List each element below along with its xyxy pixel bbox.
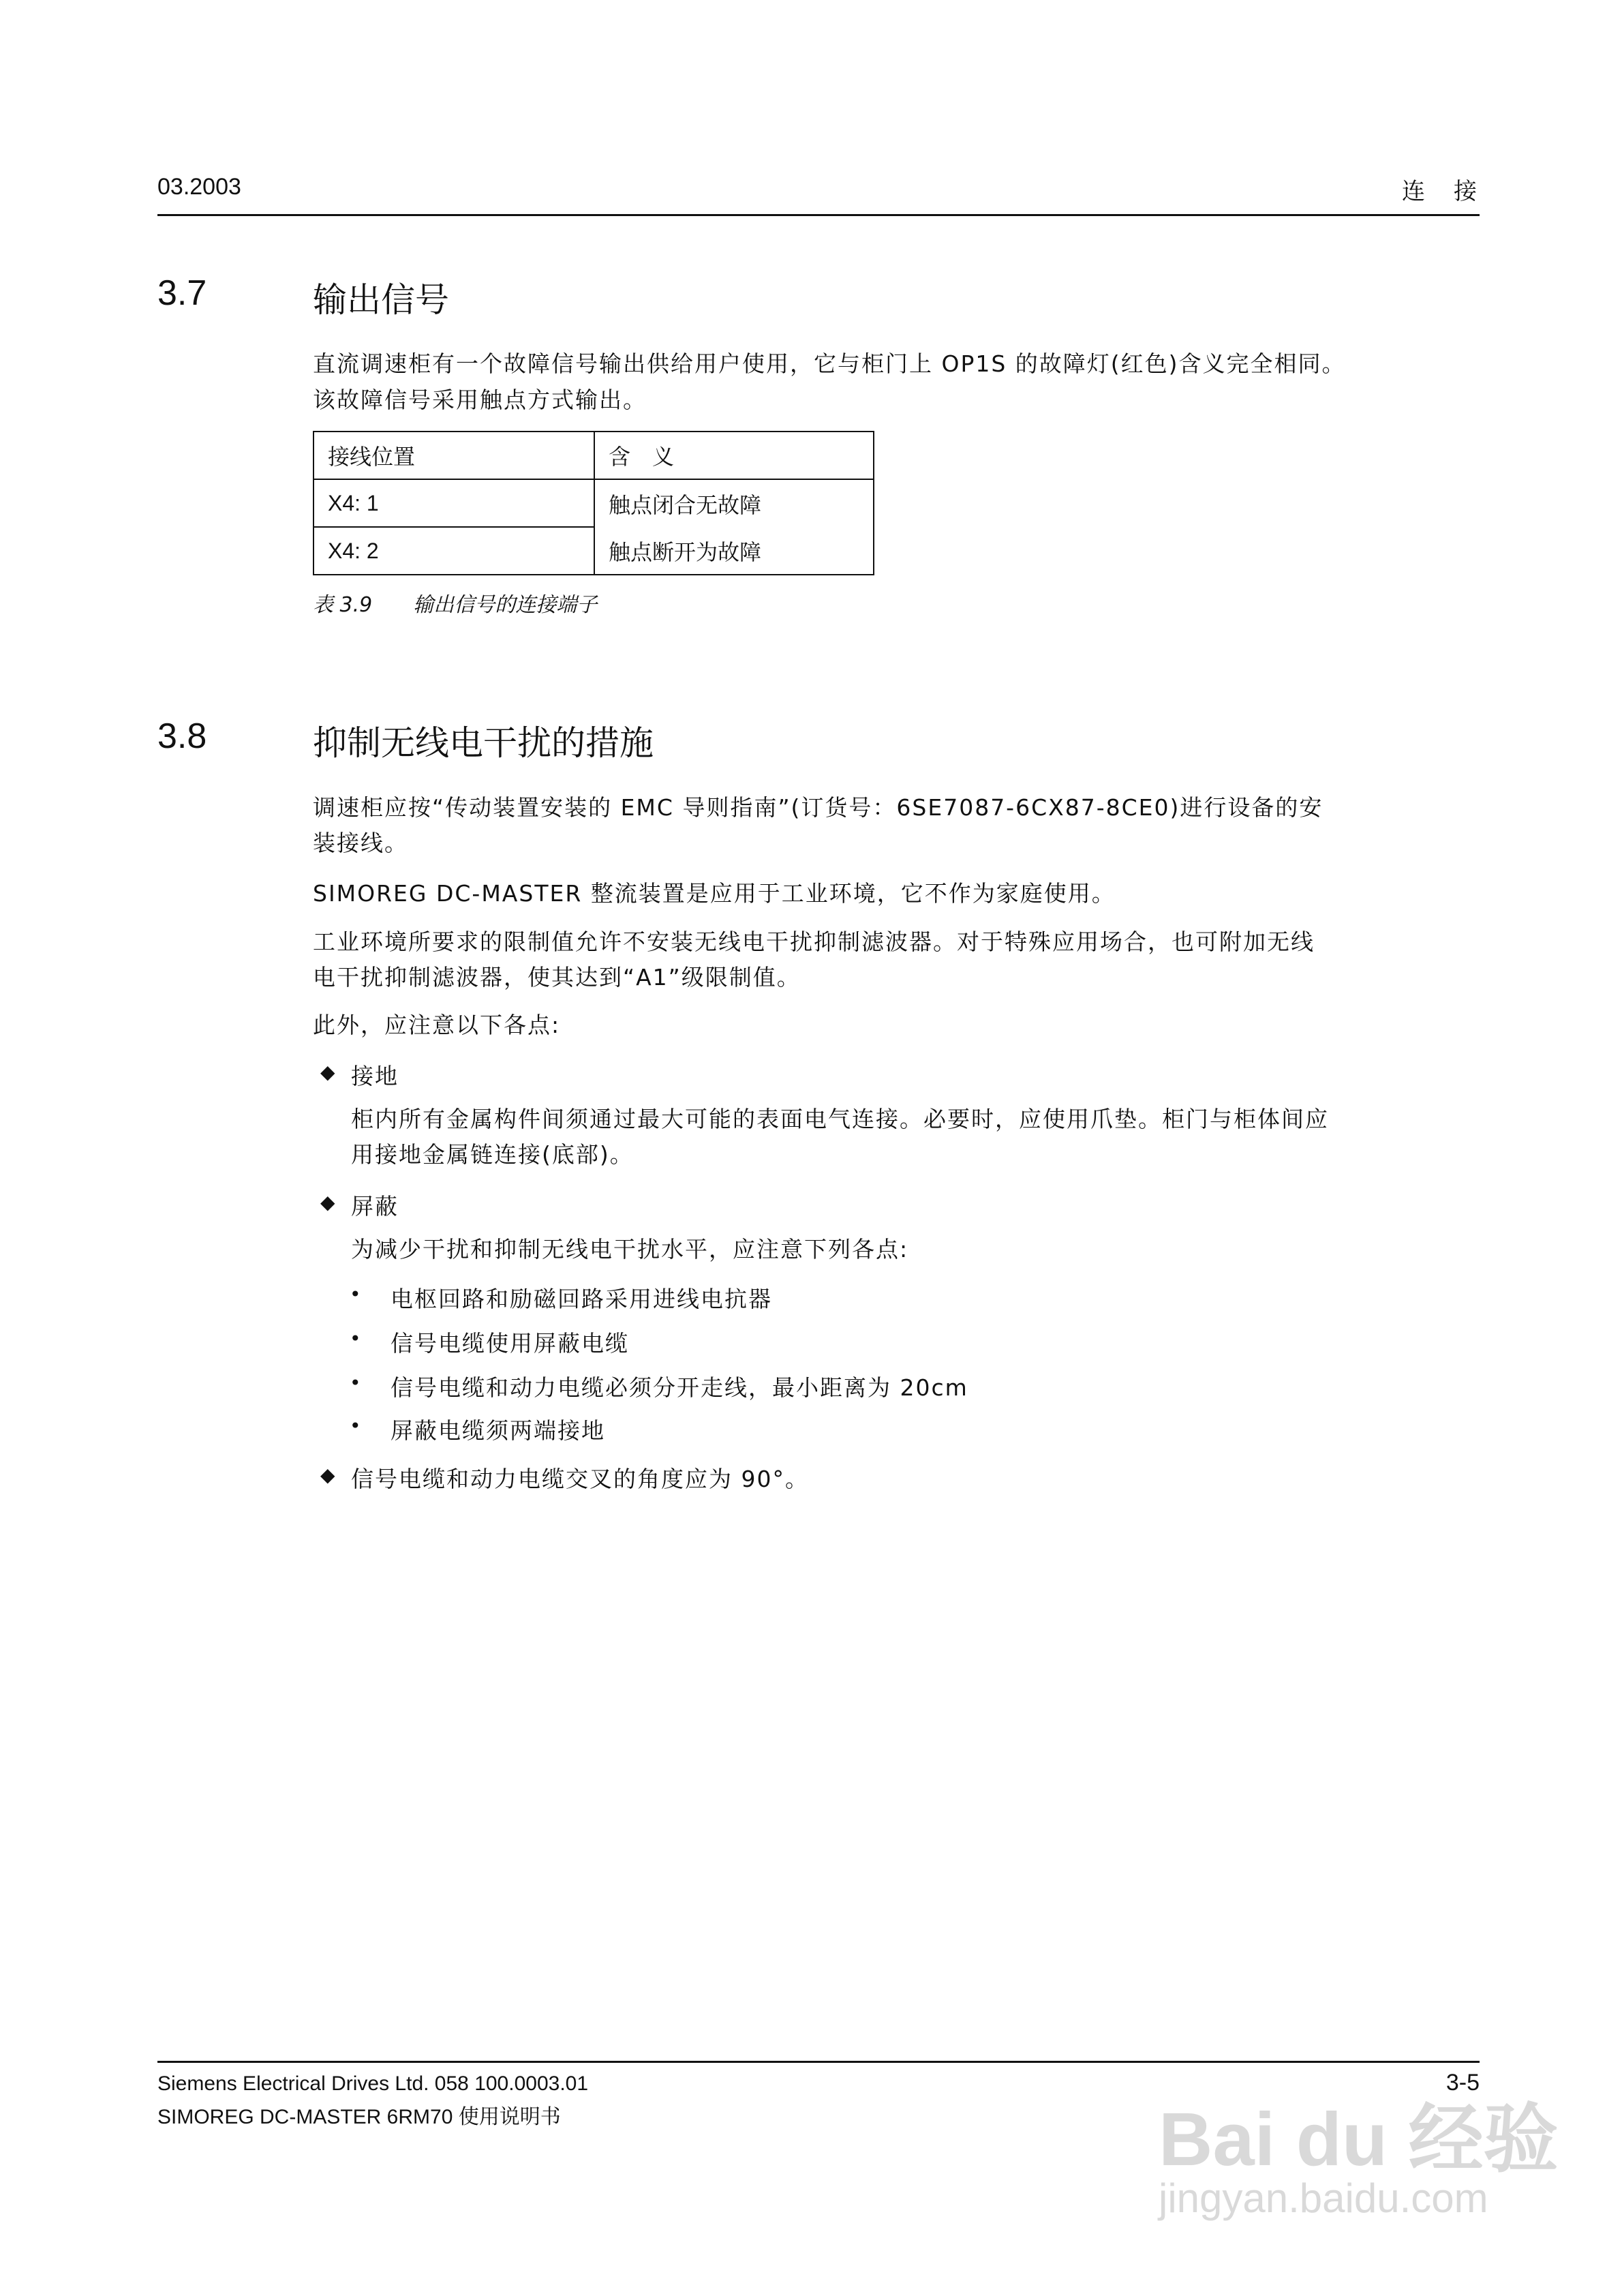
diamond-bullet-icon: ◆ — [320, 1191, 335, 1213]
section-title: 抑制无线电干扰的措施 — [313, 723, 654, 763]
bullet-text: 用接地金属链连接(底部)。 — [351, 1141, 634, 1168]
terminal-table — [313, 431, 874, 575]
section-number: 3.7 — [157, 273, 207, 313]
bullet-title: 接地 — [351, 1063, 399, 1089]
table-header: 含 义 — [594, 432, 874, 479]
paragraph-line: 电干扰抑制滤波器，使其达到“A1”级限制值。 — [313, 964, 801, 991]
paragraph-line: 该故障信号采用触点方式输出。 — [313, 387, 647, 413]
paragraph: 此外，应注意以下各点: — [313, 1012, 561, 1038]
paragraph-line: 直流调速柜有一个故障信号输出供给用户使用，它与柜门上 OP1S 的故障灯(红色)含义完全相同。 — [313, 350, 1346, 377]
table-cell: X4: 2 — [313, 527, 594, 575]
bullet-text: 柜内所有金属构件间须通过最大可能的表面电气连接。必要时，应使用爪垫。柜门与柜体间应 — [351, 1106, 1329, 1132]
dot-bullet-icon: • — [350, 1327, 361, 1350]
bullet-title: 信号电缆和动力电缆交叉的角度应为 90°。 — [351, 1466, 809, 1492]
table-header-row — [313, 432, 874, 479]
diamond-bullet-icon: ◆ — [320, 1464, 335, 1486]
sub-item: 电枢回路和励磁回路采用进线电抗器 — [391, 1286, 772, 1312]
footer-company: Siemens Electrical Drives Ltd. 058 100.0003.01 — [157, 2072, 589, 2095]
footer-rule — [157, 2061, 1480, 2063]
header-chapter: 连 接 — [1402, 178, 1480, 205]
sub-item: 信号电缆和动力电缆必须分开走线，最小距离为 20cm — [391, 1374, 968, 1401]
section-number: 3.8 — [157, 716, 207, 756]
table-cell: 触点闭合无故障 — [594, 479, 874, 527]
table-cell: 触点断开为故障 — [594, 527, 874, 575]
table-cell: X4: 1 — [313, 479, 594, 527]
table-row — [313, 479, 874, 527]
paragraph-line: 装接线。 — [313, 830, 408, 856]
dot-bullet-icon: • — [350, 1283, 361, 1305]
dot-bullet-icon: • — [350, 1415, 361, 1437]
table-header: 接线位置 — [313, 432, 594, 479]
sub-item: 信号电缆使用屏蔽电缆 — [391, 1330, 629, 1357]
footer-manual: SIMOREG DC-MASTER 6RM70 使用说明书 — [157, 2106, 561, 2128]
header-date: 03.2003 — [157, 174, 241, 200]
paragraph-line: 调速柜应按“传动装置安装的 EMC 导则指南”(订货号：6SE7087-6CX87-8CE0)进行设备的安 — [313, 794, 1323, 821]
baidu-watermark-url: jingyan.baidu.com — [1159, 2175, 1488, 2221]
paragraph-line: 工业环境所要求的限制值允许不安装无线电干扰抑制滤波器。对于特殊应用场合，也可附加无线 — [313, 928, 1315, 955]
sub-item: 屏蔽电缆须两端接地 — [391, 1417, 605, 1444]
diamond-bullet-icon: ◆ — [320, 1061, 335, 1083]
bullet-text: 为减少干扰和抑制无线电干扰水平，应注意下列各点: — [351, 1236, 909, 1263]
bullet-title: 屏蔽 — [351, 1193, 399, 1220]
table-row — [313, 527, 874, 575]
header-rule — [157, 214, 1480, 216]
baidu-watermark-logo: Bai du 经验 — [1159, 2098, 1559, 2181]
table-caption: 表 3.9 输出信号的连接端子 — [313, 593, 598, 617]
dot-bullet-icon: • — [350, 1372, 361, 1394]
page-number: 3-5 — [1445, 2070, 1480, 2096]
section-title: 输出信号 — [313, 280, 449, 320]
paragraph: SIMOREG DC-MASTER 整流装置是应用于工业环境，它不作为家庭使用。 — [313, 880, 1116, 907]
